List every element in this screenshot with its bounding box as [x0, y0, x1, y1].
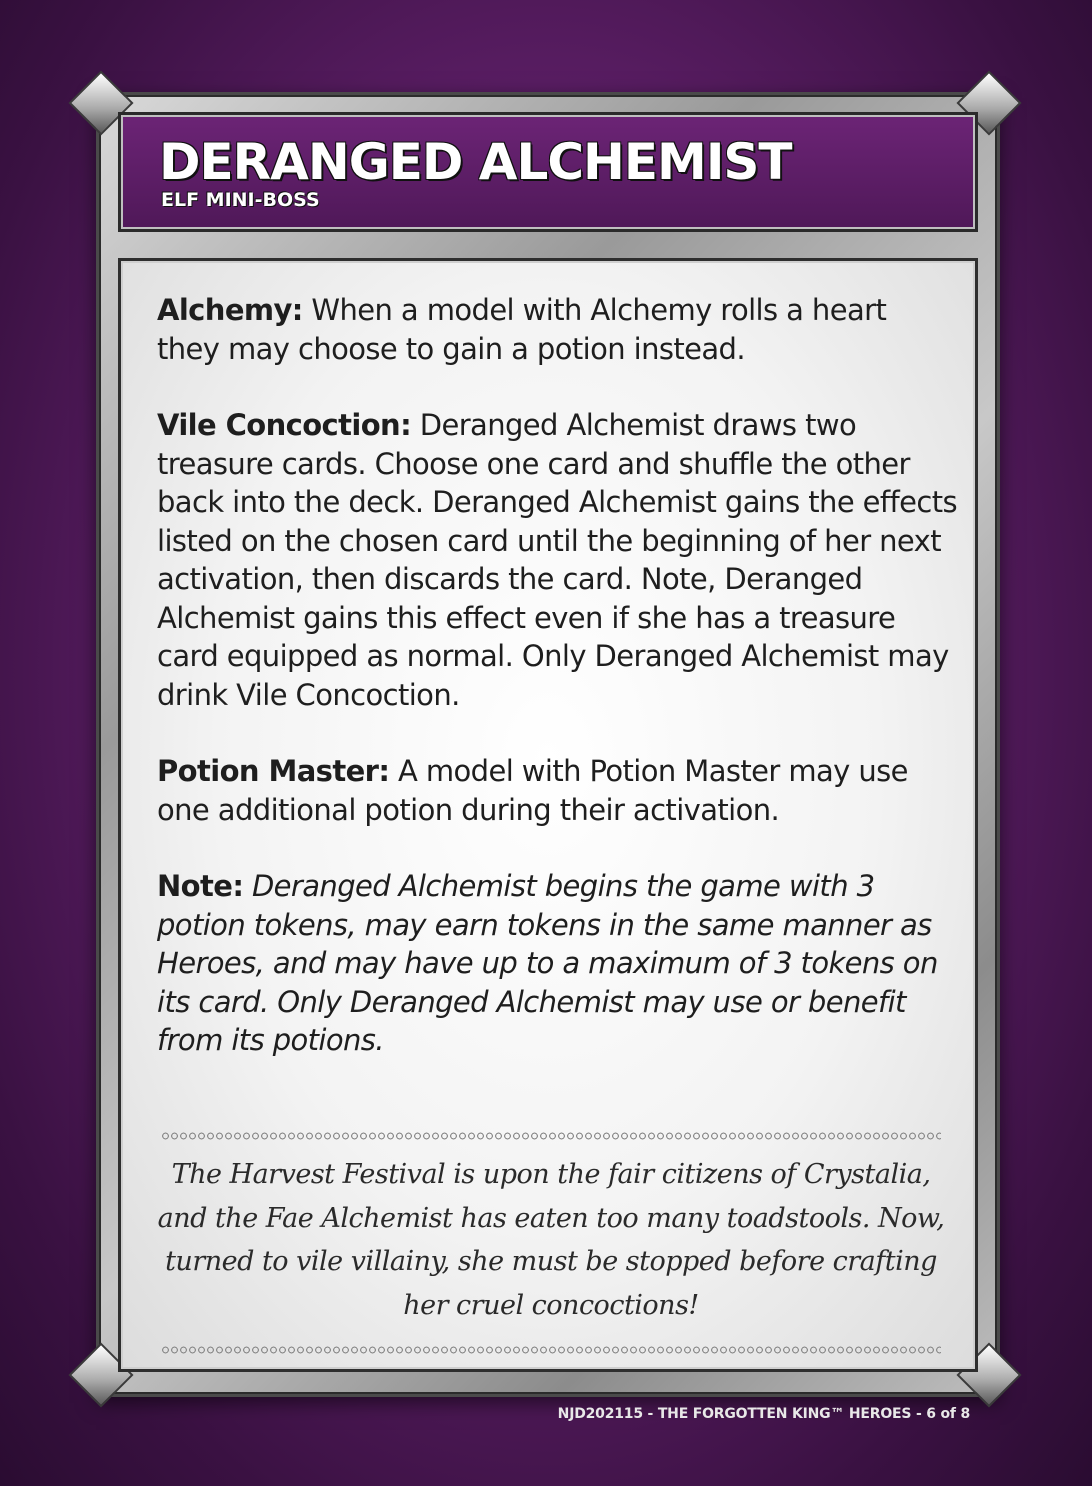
card-title: DERANGED ALCHEMIST: [159, 133, 792, 191]
title-band: [118, 112, 978, 232]
ability-name: Potion Master:: [157, 754, 390, 788]
note-label: Note:: [157, 869, 244, 903]
ability-text: Deranged Alchemist draws two treasure cards. Choose one card and shuffle the other back into the deck. Deranged Alchemist gains the effects listed on the chosen card until the beginning of her next activation, then discards the card. Note, Deranged Alchemist gains this effect even if she has a treasure card equipped as normal. Only Deranged Alchemist may drink Vile Concoction.: [157, 408, 958, 712]
flavor-text: The Harvest Festival is upon the fair citizens of Crystalia, and the Fae Alchemist has eaten too many toadstools. Now, turned to vile villainy, she must be stopped before crafting her cruel concoctions!: [157, 1159, 945, 1321]
ability-name: Vile Concoction:: [157, 408, 412, 442]
card-footer: NJD202115 - THE FORGOTTEN KING™ HEROES - 6 of 8: [557, 1406, 970, 1422]
ability-potion-master: [157, 752, 957, 829]
note-text: Deranged Alchemist begins the game with 3 potion tokens, may earn tokens in the same manner as Heroes, and may have up to a maximum of 3 tokens on its card. Only Deranged Alchemist may use or benefit from its potions.: [157, 869, 938, 1057]
ability-text: When a model with Alchemy rolls a heart they may choose to gain a potion instead.: [157, 293, 887, 366]
ability-text: A model with Potion Master may use one additional potion during their activation.: [157, 754, 908, 827]
ability-name: Alchemy:: [157, 293, 303, 327]
ability-vile-concoction: [157, 406, 957, 714]
card-subtitle: ELF MINI-BOSS: [161, 189, 320, 211]
note-paragraph: [157, 867, 957, 1060]
rules-text-panel: [118, 258, 978, 1372]
ability-alchemy: [157, 291, 957, 368]
chain-divider-bottom: [161, 1345, 941, 1355]
chain-divider-top: [161, 1131, 941, 1141]
rules-content: [157, 291, 957, 1098]
